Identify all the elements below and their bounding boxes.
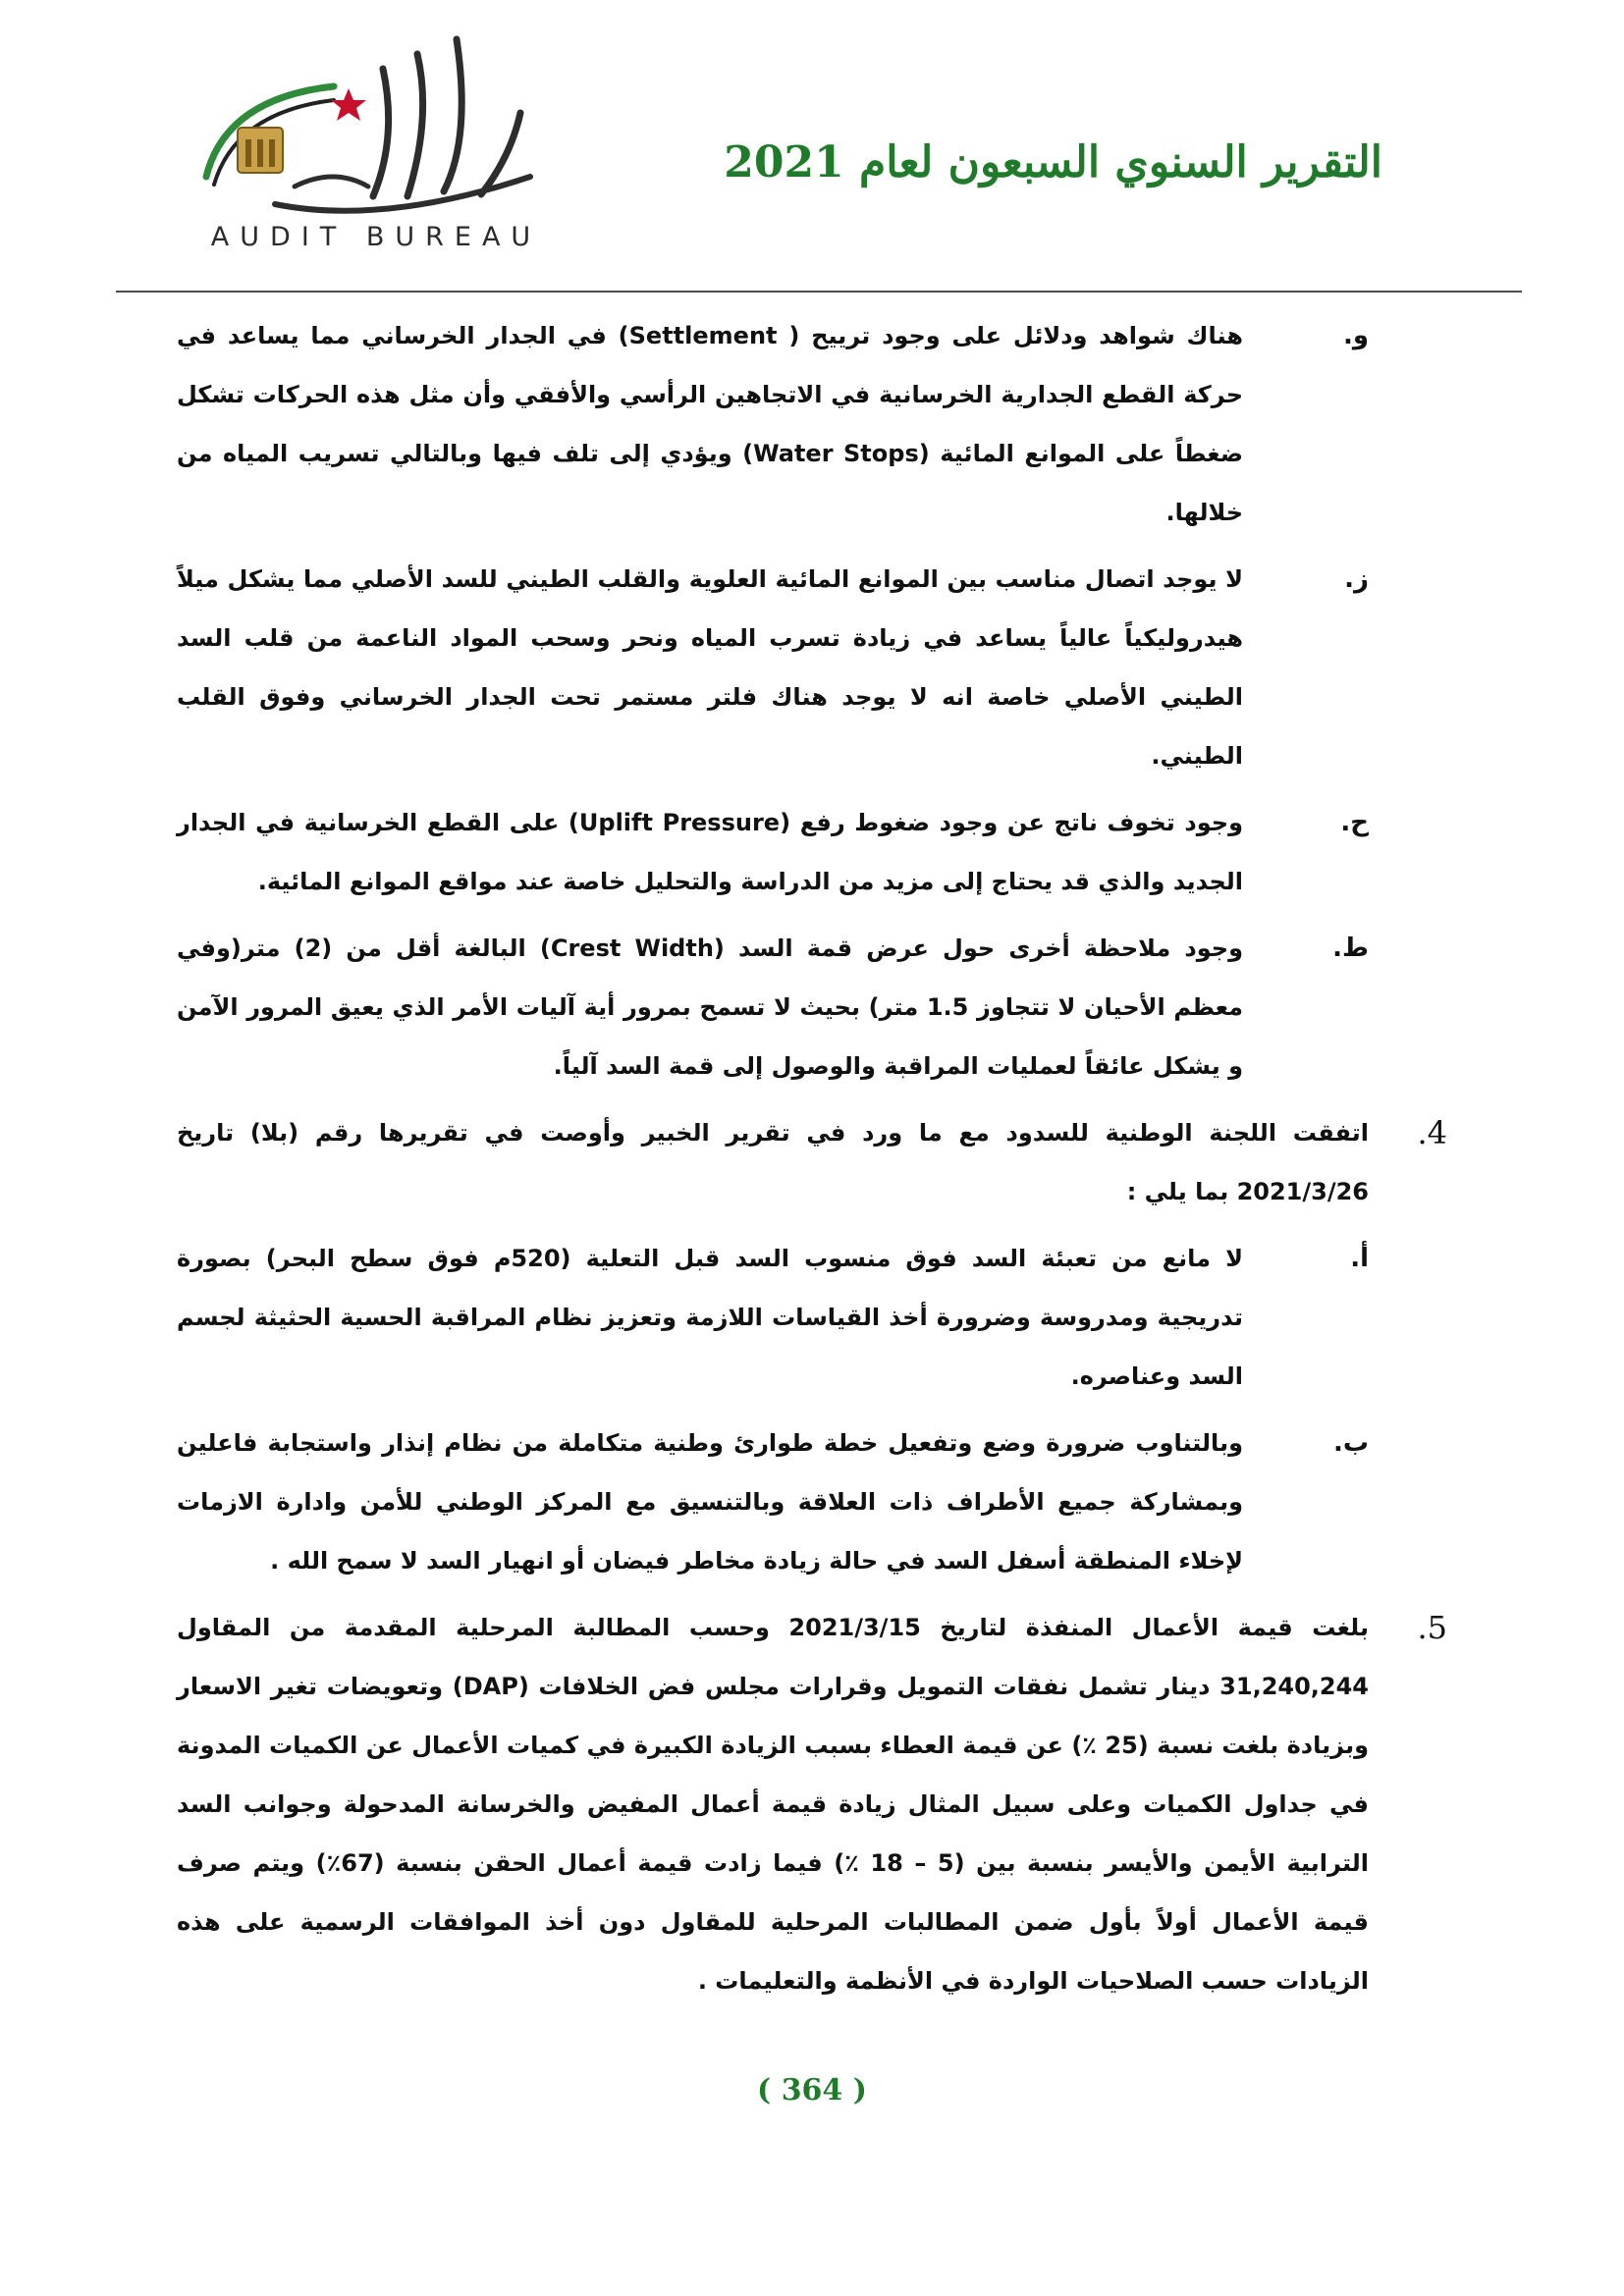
page-number: ( 364 ) xyxy=(757,2073,867,2108)
item-marker: و. xyxy=(1342,321,1369,350)
header-divider xyxy=(116,291,1522,293)
list-item xyxy=(177,793,1369,911)
report-body xyxy=(177,306,1447,2018)
list-item xyxy=(177,1229,1369,1406)
list-item xyxy=(177,1414,1369,1590)
item-marker: أ. xyxy=(1350,1244,1369,1273)
list-item xyxy=(177,306,1369,542)
item-marker: ط. xyxy=(1332,934,1369,963)
main-point-5 xyxy=(177,1598,1447,2010)
item-text: هناك شواهد ودلائل على وجود ترييح ( Settlement) في الجدار الخرساني مما يساعد في حركة القطع الجدارية الخرسانية في الاتجاهين الرأسي والأفقي وأن مثل هذه الحركات تشكل ضغطاً على الموانع المائية (Water Stops) ويؤدي إلى تلف فيها وبالتالي تسريب المياه من خلالها. xyxy=(177,322,1244,526)
item-text: لا مانع من تعبئة السد فوق منسوب السد قبل التعلية (520م فوق سطح البحر) بصورة تدريجية ومدروسة وضرورة أخذ القياسات اللازمة وتعزيز نظام المراقبة الحسية الحثيثة لجسم السد وعناصره. xyxy=(177,1245,1243,1390)
list-item xyxy=(177,919,1369,1095)
point-text: بلغت قيمة الأعمال المنفذة لتاريخ 2021/3/15 وحسب المطالبة المرحلية المقدمة من المقاول 31,240,244 دينار تشمل نفقات التمويل وقرارات مجلس فض الخلافات (DAP) وتعويضات تغير الاسعار وبزيادة بلغت نسبة (25 ٪) عن قيمة العطاء بسبب الزيادة الكبيرة في كميات الأعمال عن الكميات المدونة في جداول الكميات وعلى سبيل المثال زيادة قيمة أعمال المفيض والخرسانة المدحولة وجوانب السد الترابية الأيمن والأيسر بنسبة بين (5 – 18 ٪) فيما زادت قيمة أعمال الحقن بنسبة (67٪) ويتم صرف قيمة الأعمال أولاً بأول ضمن المطالبات المرحلية للمقاول دون أخذ الموافقات الرسمية على هذه الزيادات حسب الصلاحيات الواردة في الأنظمة والتعليمات . xyxy=(177,1614,1370,1995)
item-marker: ب. xyxy=(1332,1428,1369,1458)
item-marker: ح. xyxy=(1340,808,1369,837)
logo-emblem xyxy=(187,29,560,226)
main-point-4 xyxy=(177,1103,1447,1221)
item-marker: ز. xyxy=(1344,564,1369,594)
audit-bureau-logo xyxy=(187,29,560,265)
item-text: وبالتناوب ضرورة وضع وتفعيل خطة طوارئ وطنية متكاملة من نظام إنذار واستجابة فاعلين وبمشاركة جميع الأطراف ذات العلاقة وبالتنسيق مع المركز الوطني للأمن وادارة الازمات لإخلاء المنطقة أسفل السد في حالة زيادة مخاطر فيضان أو انهيار السد لا سمح الله . xyxy=(177,1429,1243,1575)
point-number: 4. xyxy=(1417,1114,1447,1151)
item-text: وجود تخوف ناتج عن وجود ضغوط رفع (Uplift Pressure) على القطع الخرسانية في الجدار الجديد والذي قد يحتاج إلى مزيد من الدراسة والتحليل خاصة عند مواقع الموانع المائية. xyxy=(177,809,1243,895)
point-text: اتفقت اللجنة الوطنية للسدود مع ما ورد في تقرير الخبير وأوصت في تقريرها رقم (بلا) تاريخ 2021/3/26 بما يلي : xyxy=(177,1119,1369,1205)
report-title: التقرير السنوي السبعون لعام 2021 xyxy=(724,137,1382,187)
logo-caption: AUDIT BUREAU xyxy=(210,222,542,252)
item-text: وجود ملاحظة أخرى حول عرض قمة السد (Crest Width) البالغة أقل من (2) متر(وفي معظم الأحيان لا تتجاوز 1.5 متر) بحيث لا تسمح بمرور أية آليات الأمر الذي يعيق المرور الآمن و يشكل عائقاً لعمليات المراقبة والوصول إلى قمة السد آلياً. xyxy=(177,934,1244,1080)
item-text: لا يوجد اتصال مناسب بين الموانع المائية العلوية والقلب الطيني للسد الأصلي مما يشكل ميلاً هيدروليكياً عالياً يساعد في زيادة تسرب المياه ونحر وسحب المواد الناعمة من قلب السد الطيني الأصلي خاصة انه لا يوجد هناك فلتر مستمر تحت الجدار الخرساني وفوق القلب الطيني. xyxy=(177,565,1243,770)
list-item xyxy=(177,550,1369,785)
point-number: 5. xyxy=(1417,1609,1447,1646)
